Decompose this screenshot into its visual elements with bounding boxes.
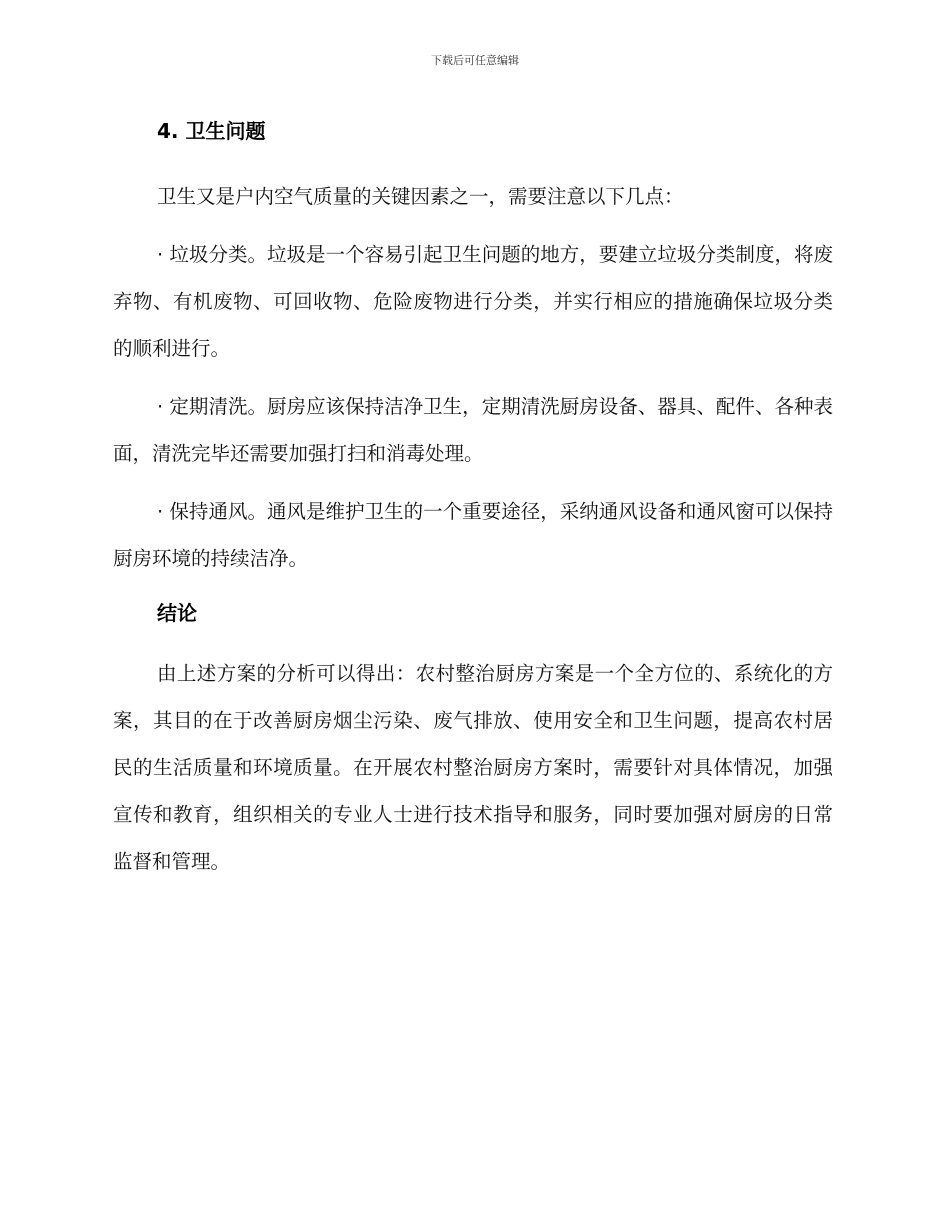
- document-body: [113, 114, 833, 885]
- bullet-garbage-sorting: · 垃圾分类。垃圾是一个容易引起卫生问题的地方，要建立垃圾分类制度，将废弃物、有机废物、可回收物、危险废物进行分类，并实行相应的措施确保垃圾分类的顺利进行。: [113, 243, 833, 360]
- section-heading: 4. 卫生问题: [157, 119, 266, 143]
- bullet-regular-cleaning: · 定期清洗。厨房应该保持洁净卫生，定期清洗厨房设备、器具、配件、各种表面，清洗完毕还需要加强打扫和消毒处理。: [113, 395, 833, 465]
- conclusion-heading: 结论: [157, 601, 197, 625]
- page-header: 下载后可任意编辑: [431, 54, 519, 67]
- conclusion-paragraph: 由上述方案的分析可以得出：农村整治厨房方案是一个全方位的、系统化的方案，其目的在于改善厨房烟尘污染、废气排放、使用安全和卫生问题，提高农村居民的生活质量和环境质量。在开展农村整治厨房方案时，需要针对具体情况，加强宣传和教育，组织相关的专业人士进行技术指导和服务，同时要加强对厨房的日常监督和管理。: [113, 662, 833, 873]
- bullet-ventilation: · 保持通风。通风是维护卫生的一个重要途径，采纳通风设备和通风窗可以保持厨房环境的持续洁净。: [113, 500, 833, 570]
- intro-paragraph: 卫生又是户内空气质量的关键因素之一，需要注意以下几点：: [157, 185, 684, 208]
